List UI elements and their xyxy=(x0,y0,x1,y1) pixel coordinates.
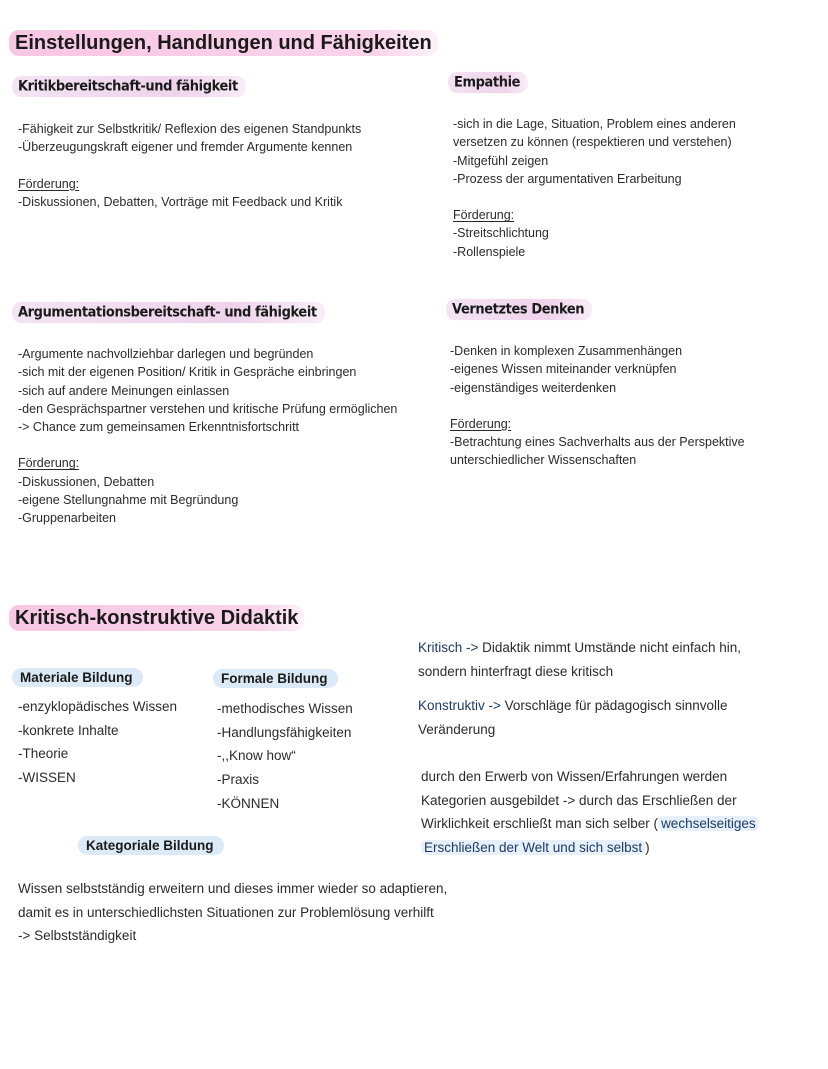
text-line: versetzen zu können (respektieren und verstehen) xyxy=(453,135,732,150)
text-line: -Diskussionen, Debatten, Vorträge mit Feedback und Kritik xyxy=(18,194,343,209)
kritik-heading: Kritikbereitschaft-und fähigkeit xyxy=(12,76,246,97)
foerderung-label: Förderung: xyxy=(18,456,80,471)
text-line: -Prozess der argumentativen Erarbeitung xyxy=(453,171,682,186)
text-line: -Betrachtung eines Sachverhalts aus der Perspektive xyxy=(450,435,745,450)
erwerb-block xyxy=(421,765,759,860)
konstruktiv-block xyxy=(418,694,728,741)
text-line: unterschiedlicher Wissenschaften xyxy=(450,453,637,468)
list-item: -methodisches Wissen xyxy=(217,701,353,716)
vernetzt-block xyxy=(450,342,745,470)
list-item: -WISSEN xyxy=(18,770,76,786)
kategoriale-block xyxy=(18,877,447,948)
text-line: sondern hinterfragt diese kritisch xyxy=(418,663,614,679)
text-line: -Mitgefühl zeigen xyxy=(453,153,549,168)
empathie-block xyxy=(453,115,736,261)
formale-list xyxy=(217,697,353,816)
text-line: -eigenes Wissen miteinander verknüpfen xyxy=(450,362,677,377)
kritik-block xyxy=(18,120,361,211)
argumentation-block xyxy=(18,345,397,528)
text-line: -Rollenspiele xyxy=(453,244,526,259)
foerderung-label: Förderung: xyxy=(18,176,80,191)
text-line: -> Selbstständigkeit xyxy=(18,928,137,944)
text-line: -Argumente nachvollziehbar darlegen und begründen xyxy=(18,347,314,361)
list-item: -KÖNNEN xyxy=(217,795,280,811)
text-line: Konstruktiv -> Vorschläge für pädagogisch sinnvolle xyxy=(418,698,728,713)
section-title-didaktik: Kritisch-konstruktive Didaktik xyxy=(9,605,304,631)
formale-heading: Formale Bildung xyxy=(213,669,338,688)
text-line: -Fähigkeit zur Selbstkritik/ Reflexion des eigenen Standpunkts xyxy=(18,122,362,136)
vernetzt-heading: Vernetztes Denken xyxy=(446,299,592,320)
text-line: Erschließen der Welt und sich selbst ) xyxy=(421,836,759,860)
text-line: -eigenständiges weiterdenken xyxy=(450,380,617,395)
foerderung-label: Förderung: xyxy=(450,416,512,431)
list-item: -,,Know how“ xyxy=(217,748,296,764)
materiale-list xyxy=(18,695,177,790)
text-line: Wirklichkeit erschließt man sich selber ( wechselseitiges xyxy=(421,812,759,836)
text-line: -Diskussionen, Debatten xyxy=(18,474,155,489)
text-line: -den Gesprächspartner verstehen und kritische Prüfung ermöglichen xyxy=(18,401,398,416)
term-konstruktiv: Konstruktiv -> xyxy=(418,698,501,713)
empathie-heading: Empathie xyxy=(448,72,528,93)
list-item: -Praxis xyxy=(217,772,260,788)
text-line: -sich mit der eigenen Position/ Kritik in Gespräche einbringen xyxy=(18,365,357,380)
kritisch-block xyxy=(418,636,741,683)
text-line: -eigene Stellungnahme mit Begründung xyxy=(18,493,239,508)
kategoriale-heading: Kategoriale Bildung xyxy=(78,836,224,855)
highlight-erschliessen: Erschließen der Welt und sich selbst xyxy=(421,840,645,855)
list-item: -Handlungsfähigkeiten xyxy=(217,724,352,740)
text-line: -Streitschlichtung xyxy=(453,226,549,241)
text-line: durch den Erwerb von Wissen/Erfahrungen werden xyxy=(421,769,728,784)
list-item: -konkrete Inhalte xyxy=(18,722,119,738)
list-item: -Theorie xyxy=(18,746,69,762)
text-line: Veränderung xyxy=(418,721,496,737)
text-line: -Überzeugungskraft eigener und fremder Argumente kennen xyxy=(18,140,353,155)
argumentation-heading: Argumentationsbereitschaft- und fähigkeit xyxy=(12,302,325,323)
text-line: -Denken in komplexen Zusammenhängen xyxy=(450,344,683,358)
list-item: -enzyklopädisches Wissen xyxy=(18,699,178,714)
text-line: -sich in die Lage, Situation, Problem eines anderen xyxy=(453,117,736,131)
text-line: Kategorien ausgebildet -> durch das Erschließen der xyxy=(421,792,737,808)
text-line: Kritisch -> Didaktik nimmt Umstände nicht einfach hin, xyxy=(418,640,742,655)
materiale-heading: Materiale Bildung xyxy=(12,668,143,687)
page-title: Einstellungen, Handlungen und Fähigkeiten xyxy=(9,30,438,56)
term-kritisch: Kritisch -> xyxy=(418,640,479,655)
text-line: Wissen selbstständig erweitern und dieses immer wieder so adaptieren, xyxy=(18,881,448,896)
highlight-wechselseitiges: wechselseitiges xyxy=(658,816,759,831)
text-line: -> Chance zum gemeinsamen Erkenntnisfortschritt xyxy=(18,420,300,435)
text-line: -Gruppenarbeiten xyxy=(18,511,116,526)
foerderung-label: Förderung: xyxy=(453,208,515,223)
text-line: damit es in unterschiedlichsten Situationen zur Problemlösung verhilft xyxy=(18,904,434,920)
text-line: -sich auf andere Meinungen einlassen xyxy=(18,383,230,398)
